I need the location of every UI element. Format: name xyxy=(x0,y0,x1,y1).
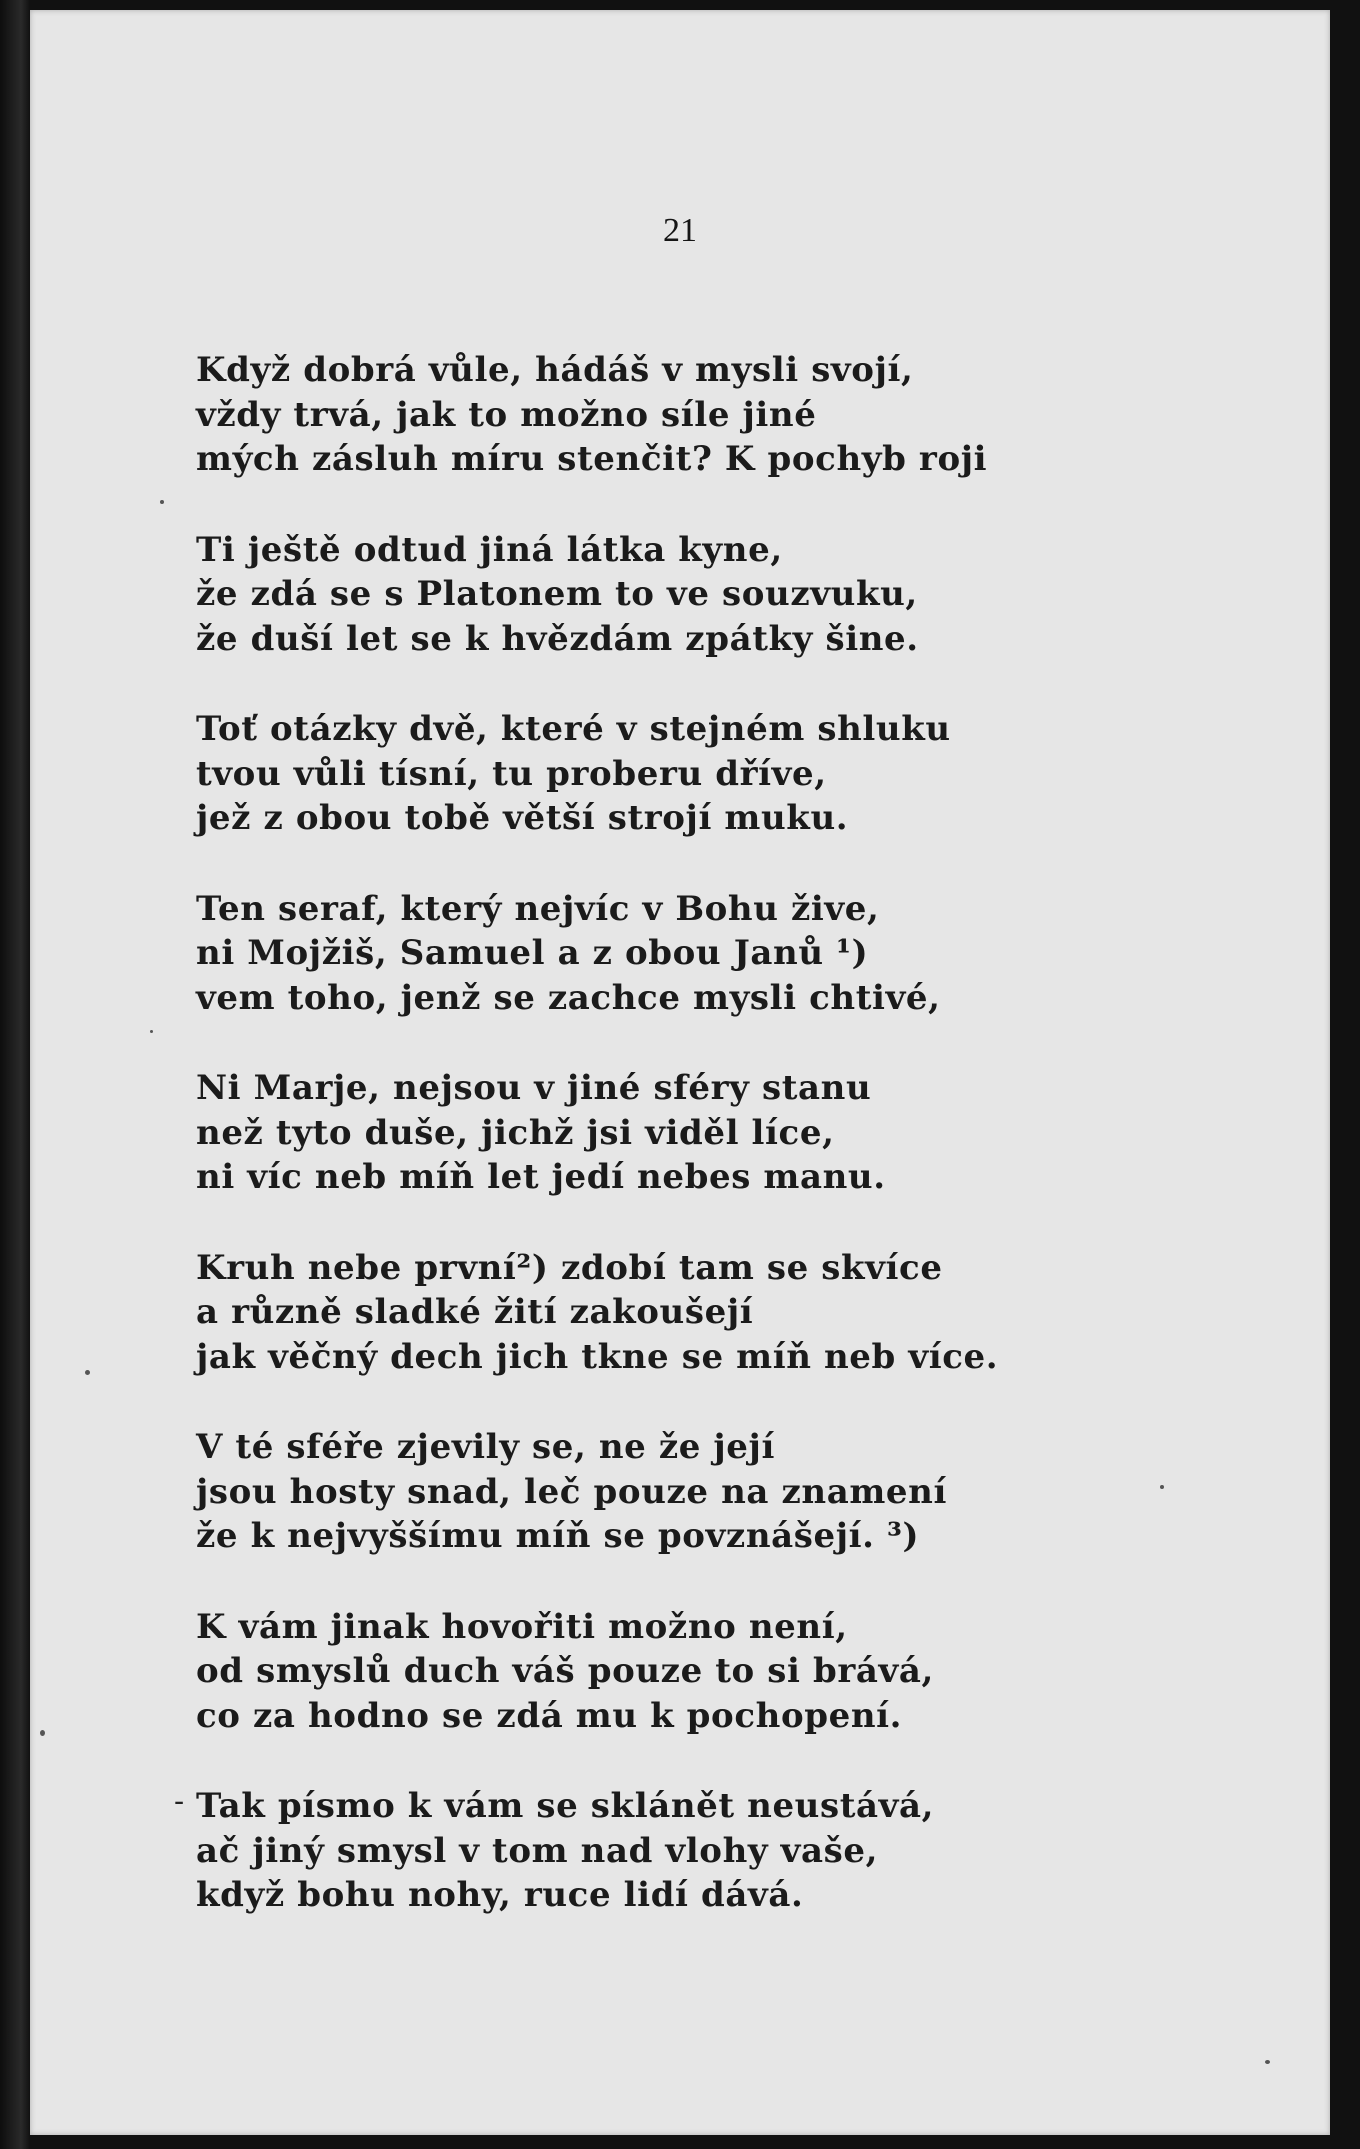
poem-line: K vám jinak hovořiti možno není, xyxy=(196,1606,848,1647)
print-speck xyxy=(85,1370,90,1375)
poem-line: že duší let se k hvězdám zpátky šine. xyxy=(196,618,919,659)
stanza-6 xyxy=(196,1246,1096,1380)
stanza-7 xyxy=(196,1425,1096,1559)
print-speck xyxy=(150,1030,153,1033)
poem-line: že zdá se s Platonem to ve souzvuku, xyxy=(196,574,918,614)
poem-line: jak věčný dech jich tkne se míň neb více. xyxy=(196,1336,999,1377)
poem-line: a různě sladké žití zakoušejí xyxy=(196,1292,754,1332)
poem-line: Když dobrá vůle, hádáš v mysli svojí, xyxy=(196,350,914,390)
poem-line: Ten seraf, který nejvíc v Bohu žive, xyxy=(196,888,880,929)
stanza-8 xyxy=(196,1605,1096,1739)
poem-line: tvou vůli tísní, tu proberu dříve, xyxy=(196,753,827,794)
poem-line: jsou hosty snad, leč pouze na znamení xyxy=(196,1471,947,1512)
print-speck xyxy=(160,500,164,504)
poem-line: ač jiný smysl v tom nad vlohy vaše, xyxy=(196,1830,879,1871)
poem-line: ni Mojžiš, Samuel a z obou Janů ¹) xyxy=(196,933,869,973)
poem-line: od smyslů duch váš pouze to si brává, xyxy=(196,1651,934,1691)
poem-line: vem toho, jenž se zachce mysli chtivé, xyxy=(196,977,941,1018)
stanza-3 xyxy=(196,707,1096,841)
print-speck xyxy=(1160,1485,1164,1489)
poem-line: V té sféře zjevily se, ne že její xyxy=(196,1427,775,1467)
poem-line: Ti ještě odtud jiná látka kyne, xyxy=(196,529,783,570)
poem-line: Ni Marje, nejsou v jiné sféry stanu xyxy=(196,1068,872,1108)
stanza-9 xyxy=(174,1784,1096,1918)
poem xyxy=(174,348,1096,1964)
poem-line: mých zásluh míru stenčit? K pochyb roji xyxy=(196,439,988,479)
book-page xyxy=(30,10,1330,2135)
poem-line: jež z obou tobě větší strojí muku. xyxy=(196,798,849,838)
margin-mark: - xyxy=(174,1784,185,1819)
stanza-5 xyxy=(196,1066,1096,1200)
print-speck xyxy=(40,1730,45,1736)
poem-line: Tak písmo k vám se sklánět neustává, xyxy=(196,1786,935,1826)
poem-line: Kruh nebe první²) zdobí tam se skvíce xyxy=(196,1247,943,1288)
page-number: 21 xyxy=(663,212,697,249)
stanza-2 xyxy=(196,528,1096,662)
poem-line: ni víc neb míň let jedí nebes manu. xyxy=(196,1157,886,1197)
stanza-1 xyxy=(196,348,1096,482)
book-spine-edge xyxy=(0,0,30,2149)
poem-line: když bohu nohy, ruce lidí dává. xyxy=(196,1875,804,1915)
stanza-4 xyxy=(196,887,1096,1021)
poem-line: Toť otázky dvě, které v stejném shluku xyxy=(196,709,951,749)
poem-line: než tyto duše, jichž jsi viděl líce, xyxy=(196,1112,835,1153)
poem-line: vždy trvá, jak to možno síle jiné xyxy=(196,394,817,435)
poem-line: co za hodno se zdá mu k pochopení. xyxy=(196,1695,903,1736)
poem-line: že k nejvyššímu míň se povznášejí. ³) xyxy=(196,1516,920,1556)
print-speck xyxy=(1265,2060,1270,2064)
